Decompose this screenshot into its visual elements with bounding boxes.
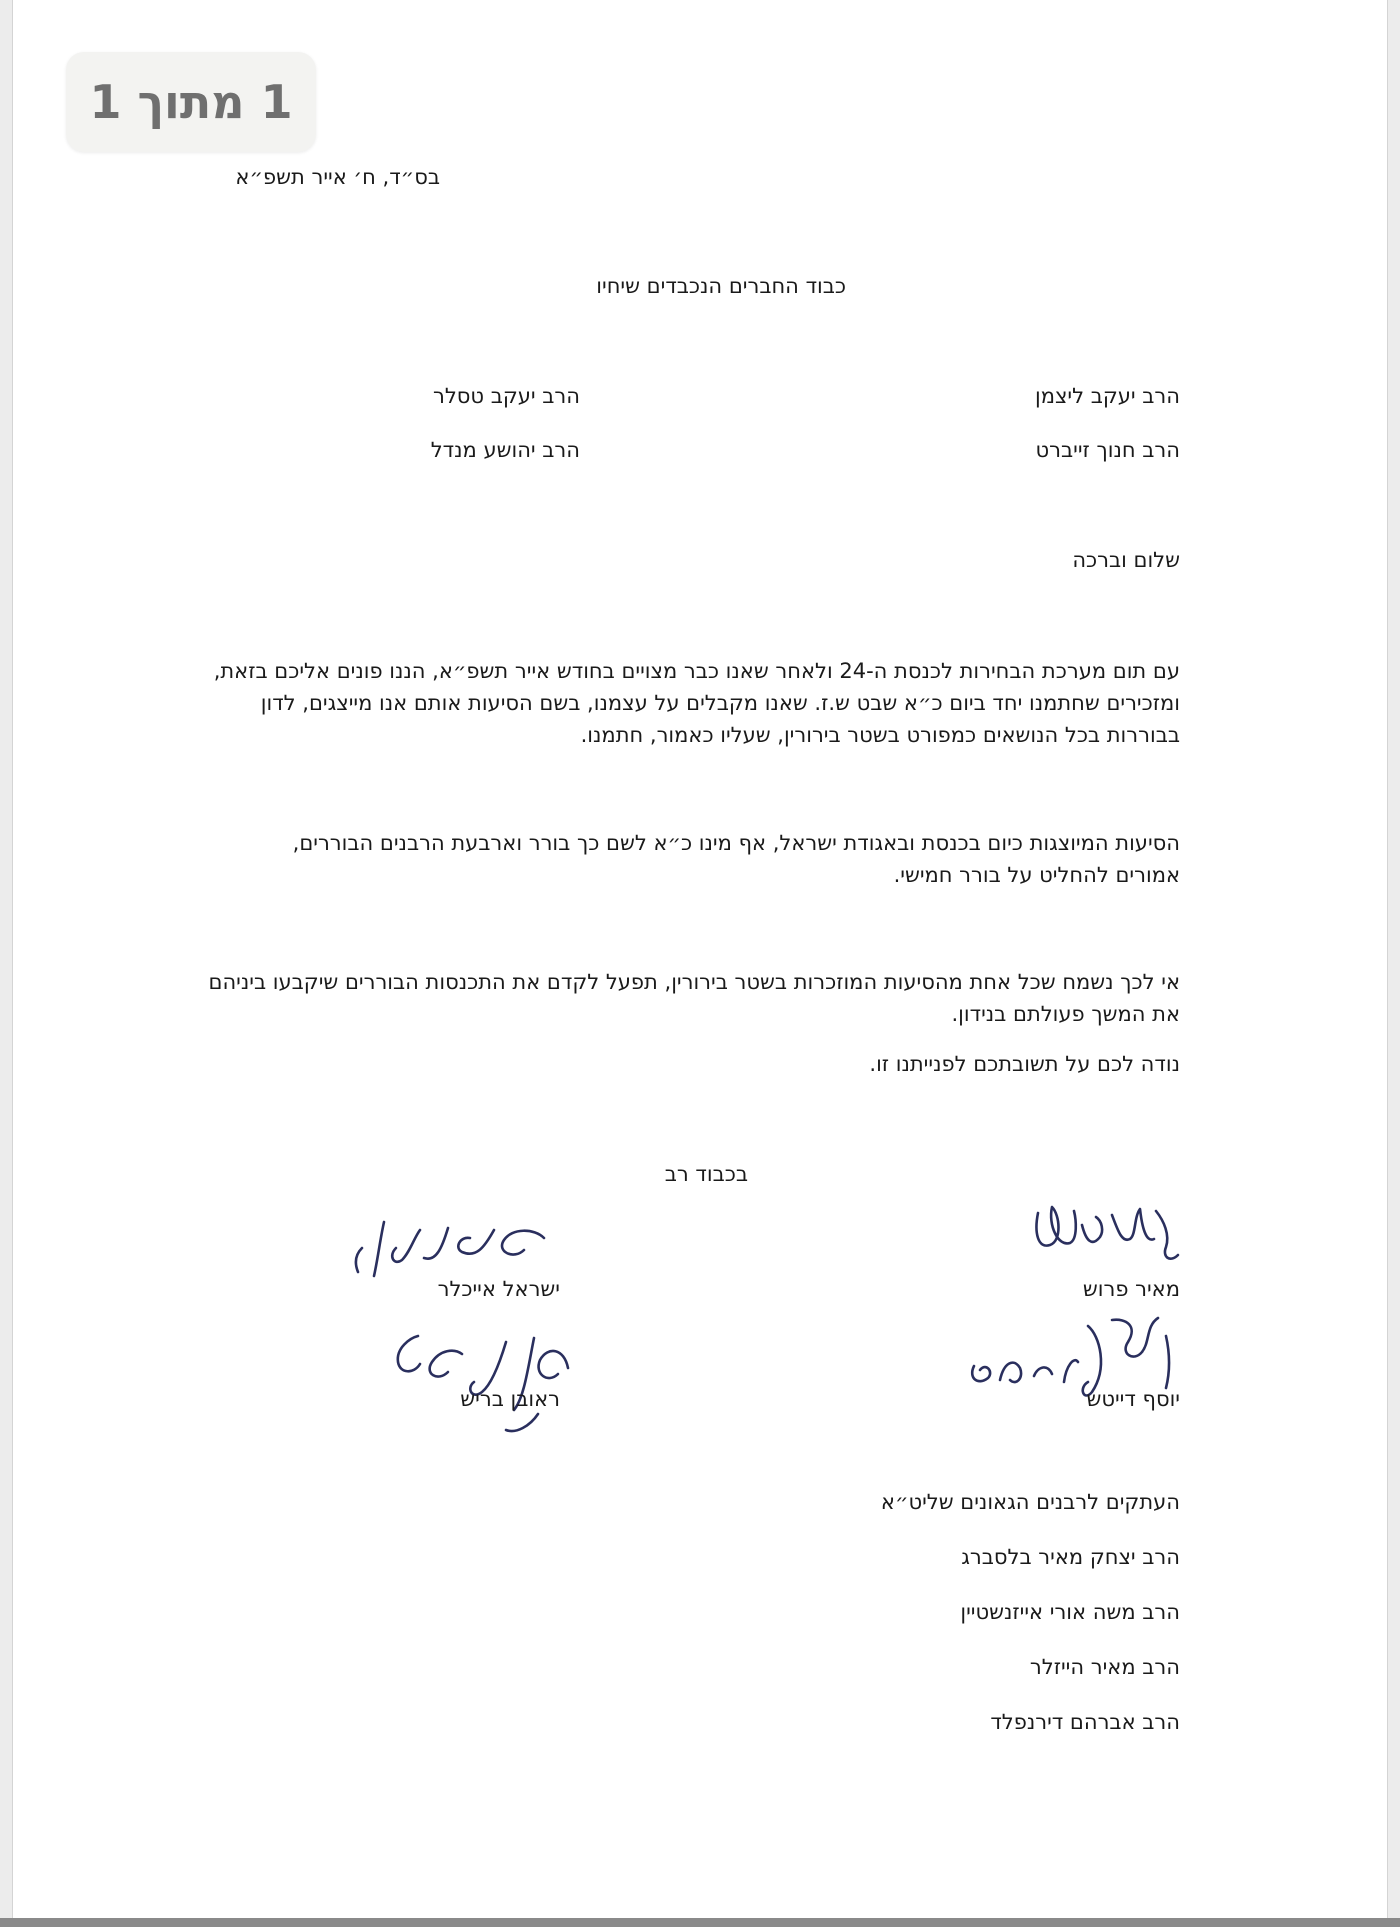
- cc-heading: העתקים לרבנים הגאונים שליט״א: [880, 1490, 1180, 1514]
- cc-name: הרב מאיר הייזלר: [1029, 1655, 1180, 1679]
- page-bottom-edge: [0, 1918, 1400, 1927]
- signature-yisrael-eichler: [344, 1208, 564, 1288]
- closing: בכבוד רב: [664, 1162, 748, 1186]
- addressee-right-1: הרב יעקב ליצמן: [1034, 384, 1180, 408]
- signatory-left-1: ישראל אייכלר: [437, 1277, 560, 1301]
- page-count-badge: 1 מתוך 1: [66, 52, 316, 152]
- cc-name: הרב יצחק מאיר בלסברג: [961, 1545, 1180, 1569]
- signatory-right-1: מאיר פרוש: [1082, 1277, 1180, 1301]
- cc-name: הרב אברהם דירנפלד: [990, 1710, 1180, 1734]
- cc-name: הרב משה אורי אייזנשטיין: [960, 1600, 1180, 1624]
- body-paragraph-3: אי לכך נשמח שכל אחת מהסיעות המוזכרות בשטר בירורין, תפעל לקדם את התכנסות הבוררים שיקבעו ביניהם את המשך פעולתם בנידון.: [208, 970, 1180, 1026]
- signatory-right-2: יוסף דייטש: [1086, 1387, 1180, 1411]
- signature-meir-porush: [1030, 1185, 1190, 1275]
- body-paragraph-2: הסיעות המיוצגות כיום בכנסת ובאגודת ישראל, אף מינו כ״א לשם כך בורר וארבעת הרבנים הבוררים, אמורים להחליט על בורר חמישי.: [292, 831, 1180, 887]
- hebrew-date: בס״ד, ח׳ אייר תשפ״א: [235, 165, 440, 189]
- thanks-line: נודה לכם על תשובתכם לפנייתנו זו.: [869, 1052, 1180, 1076]
- body-paragraph-1: עם תום מערכת הבחירות לכנסת ה-24 ולאחר שאנו כבר מצויים בחודש אייר תשפ״א, הננו פונים אליכם בזאת, ומזכירים שחתמנו יחד ביום כ״א שבט ש.ז. שאנו מקבלים על עצמנו, בשם הסיעות אותם אנו מייצגים, לדון בבוררות בכל הנושאים כמפורט בשטר בירורין, שעליו כאמור, חתמנו.: [213, 659, 1180, 747]
- salutation-title: כבוד החברים הנכבדים שיחיו: [596, 274, 846, 298]
- signatory-left-2: ראובן בריש: [460, 1387, 560, 1411]
- addressee-right-2: הרב חנוך זייברט: [1035, 438, 1180, 462]
- signature-reuven-barish: [388, 1318, 578, 1438]
- addressee-left-2: הרב יהושע מנדל: [430, 438, 580, 462]
- greeting: שלום וברכה: [1072, 548, 1180, 572]
- addressee-left-1: הרב יעקב טסלר: [433, 384, 580, 408]
